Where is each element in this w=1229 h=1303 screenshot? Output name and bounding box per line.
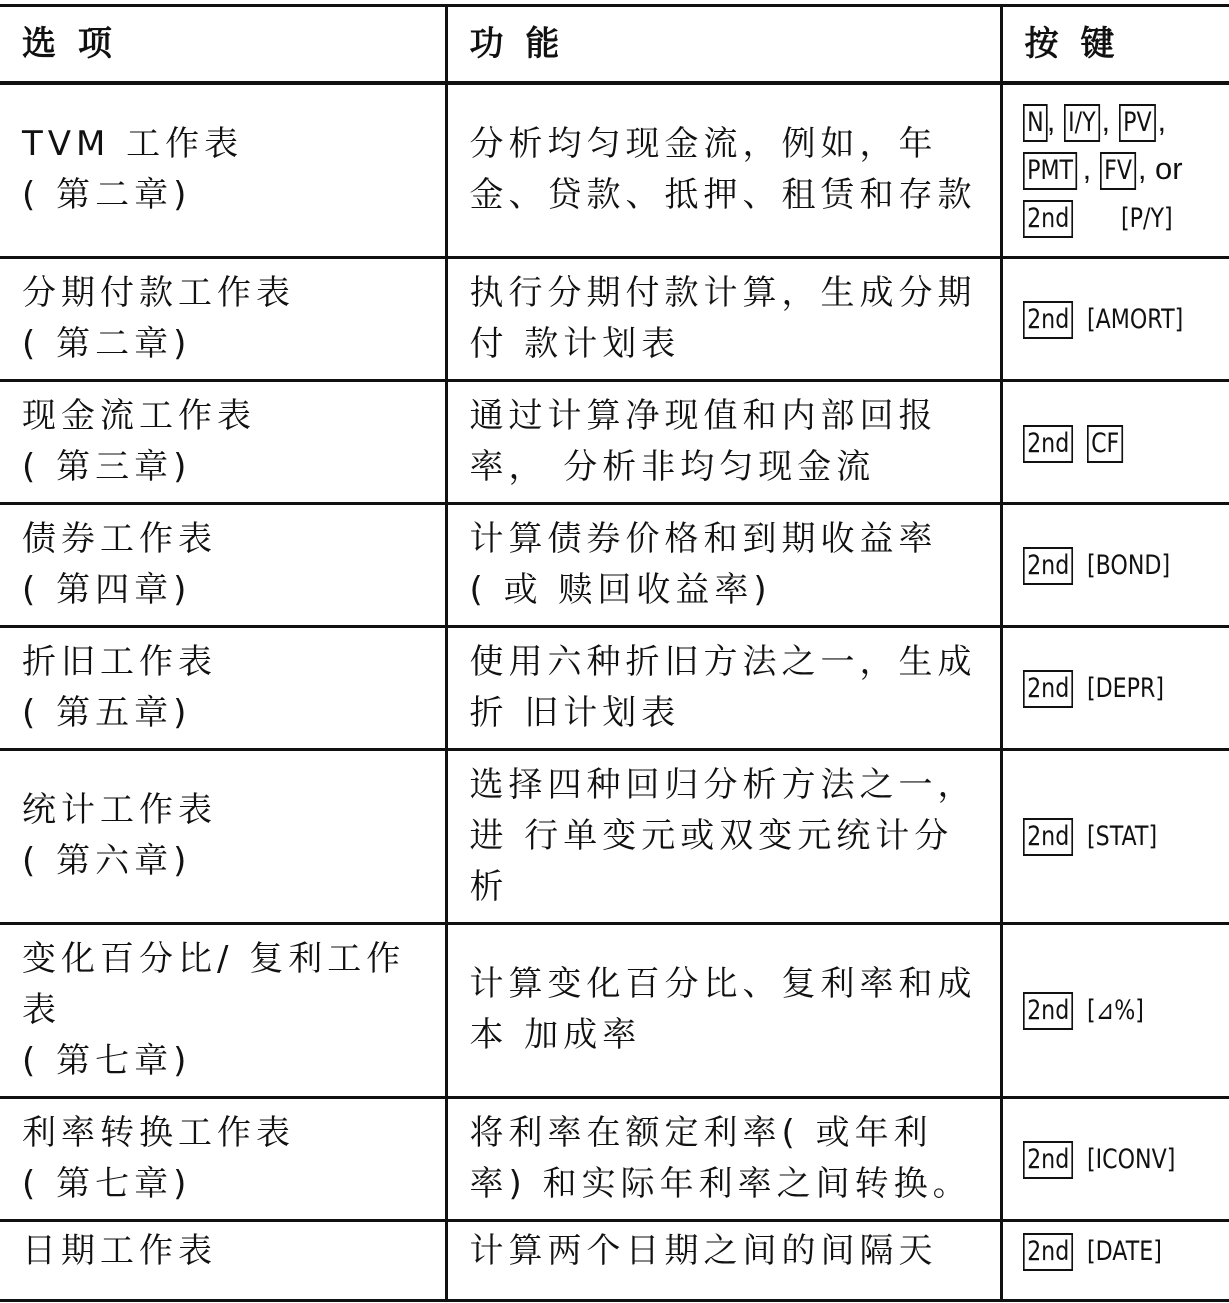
key-cap: N: [1023, 104, 1048, 142]
separator-text: ,: [1101, 103, 1119, 139]
function-cell: [446, 749, 1001, 923]
key-cap: FV: [1100, 152, 1136, 190]
option-cell-line: ( 第二章): [22, 323, 192, 364]
function-cell-line: 折 旧计划表: [469, 692, 681, 733]
keys-cell: [1001, 923, 1229, 1097]
option-cell-line: 分期付款工作表: [22, 272, 295, 313]
option-cell-line: 利率转换工作表: [22, 1112, 295, 1153]
function-cell-line: 执行分期付款计算，生成分期: [469, 272, 977, 313]
keys-cell: [1001, 257, 1229, 380]
option-cell: [0, 257, 446, 380]
function-cell-line: 率， 分析非均匀现金流: [469, 446, 876, 487]
separator-text: [1078, 546, 1087, 581]
keys-cell: [1001, 503, 1229, 626]
table-row: [0, 380, 1229, 503]
keys-cell: [1001, 749, 1229, 923]
table-row: [0, 1220, 1229, 1300]
second-function-label: [⊿%]: [1086, 995, 1144, 1026]
option-cell-line: 表: [22, 989, 61, 1030]
option-cell-line: 变化百分比/ 复利工作: [22, 938, 406, 979]
option-cell-line: 统计工作表: [22, 790, 217, 830]
option-cell: [0, 380, 446, 503]
separator-text: ,: [1157, 103, 1167, 139]
keys-line: [1023, 193, 1229, 243]
function-cell-line: ( 或 赎回收益率): [469, 569, 772, 610]
keys-line: [1023, 540, 1229, 590]
key-cap: I/Y: [1064, 104, 1100, 142]
keys-line: [1023, 811, 1229, 861]
option-cell: [0, 1097, 446, 1220]
option-cell-line: 债券工作表: [22, 518, 217, 559]
keys-line: [1023, 294, 1229, 344]
function-cell-line: 选择四种回归分析方法之一，: [469, 764, 977, 805]
option-cell-line: ( 第四章): [22, 569, 192, 610]
keys-cell: [1001, 1220, 1229, 1300]
header-option: 选 项: [0, 6, 446, 84]
keys-line: [1023, 1134, 1229, 1184]
option-cell-line: 日期工作表: [22, 1230, 217, 1271]
second-function-label: [AMORT]: [1086, 303, 1183, 335]
table-row: [0, 503, 1229, 626]
option-cell-line: ( 第七章): [22, 1040, 192, 1081]
function-cell-line: 析: [469, 866, 509, 907]
option-cell-line: ( 第七章): [22, 1163, 192, 1204]
separator-text: , or: [1137, 151, 1183, 187]
option-cell: [0, 83, 446, 257]
worksheet-table: [0, 4, 1229, 1302]
table-row: [0, 749, 1229, 923]
second-function-label: [ICONV]: [1086, 1143, 1175, 1175]
keys-line: [1023, 663, 1229, 713]
separator-text: ,: [1046, 103, 1064, 139]
function-cell-line: 将利率在额定利率( 或年利: [469, 1112, 933, 1153]
table-row: [0, 257, 1229, 380]
separator-text: [1078, 1232, 1087, 1267]
keys-line: [1023, 418, 1229, 466]
function-cell-line: 通过计算净现值和内部回报: [469, 395, 938, 436]
separator-text: [1078, 1140, 1087, 1175]
function-cell-line: 进 行单变元或双变元统计分: [469, 815, 954, 856]
option-cell: [0, 749, 446, 923]
second-function-label: [DEPR]: [1086, 672, 1164, 704]
function-cell-line: 计算两个日期之间的间隔天: [469, 1230, 938, 1271]
keys-line: [1023, 97, 1229, 145]
function-cell-line: 金、贷款、抵押、租赁和存款: [469, 175, 977, 216]
table-row: [0, 1097, 1229, 1220]
function-cell: [446, 923, 1001, 1097]
function-cell-line: 付 款计划表: [469, 323, 681, 364]
key-cap: 2nd: [1023, 301, 1073, 339]
option-cell: [0, 626, 446, 749]
function-cell: [446, 1097, 1001, 1220]
separator-text: ,: [1082, 151, 1100, 187]
table-row: [0, 923, 1229, 1097]
table-row: [0, 83, 1229, 257]
separator-text: [1078, 817, 1087, 852]
key-cap: 2nd: [1023, 547, 1073, 585]
keys-cell: [1001, 1097, 1229, 1220]
second-function-label: [BOND]: [1086, 549, 1170, 581]
function-cell: [446, 380, 1001, 503]
option-cell-line: ( 第三章): [22, 446, 192, 487]
separator-text: [1078, 300, 1087, 335]
header-row: [0, 6, 1229, 84]
function-cell: [446, 626, 1001, 749]
keys-line: [1023, 145, 1229, 193]
function-cell: [446, 257, 1001, 380]
separator-text: [1078, 199, 1121, 234]
separator-text: [1078, 991, 1087, 1026]
option-cell: [0, 923, 446, 1097]
table-row: [0, 626, 1229, 749]
function-cell: [446, 503, 1001, 626]
header-keys: 按 键: [1001, 6, 1229, 84]
header-function: 功 能: [446, 6, 1001, 84]
second-function-label: [P/Y]: [1121, 203, 1173, 235]
option-cell: [0, 503, 446, 626]
key-cap: 2nd: [1023, 1233, 1073, 1271]
key-cap: 2nd: [1023, 200, 1073, 238]
option-cell-line: TVM 工作表: [22, 124, 244, 165]
second-function-label: [DATE]: [1086, 1235, 1162, 1267]
second-function-label: [STAT]: [1086, 821, 1157, 852]
key-cap: 2nd: [1023, 992, 1073, 1030]
separator-text: [1078, 669, 1087, 704]
option-cell-line: ( 第二章): [22, 175, 192, 216]
function-cell-line: 计算债券价格和到期收益率: [469, 518, 938, 559]
keys-line: [1023, 985, 1229, 1035]
function-cell-line: 计算变化百分比、复利率和成: [469, 964, 977, 1004]
function-cell-line: 率) 和实际年利率之间转换。: [469, 1163, 972, 1204]
option-cell-line: 现金流工作表: [22, 395, 256, 436]
option-cell: [0, 1220, 446, 1300]
keys-cell: [1001, 380, 1229, 503]
key-cap: PMT: [1023, 152, 1077, 190]
separator-text: [1078, 424, 1087, 459]
keys-line: [1023, 1226, 1229, 1276]
function-cell-line: 分析均匀现金流，例如，年: [469, 124, 938, 165]
function-cell-line: 本 加成率: [469, 1015, 642, 1055]
key-cap: CF: [1087, 425, 1123, 463]
function-cell-line: 使用六种折旧方法之一，生成: [469, 641, 977, 682]
option-cell-line: ( 第六章): [22, 841, 192, 881]
function-cell: [446, 1220, 1001, 1300]
option-cell-line: ( 第五章): [22, 692, 192, 733]
key-cap: 2nd: [1023, 1141, 1073, 1179]
key-cap: 2nd: [1023, 425, 1073, 463]
key-cap: 2nd: [1023, 670, 1073, 708]
function-cell: [446, 83, 1001, 257]
keys-cell: [1001, 626, 1229, 749]
key-cap: 2nd: [1023, 818, 1073, 856]
keys-cell: [1001, 83, 1229, 257]
option-cell-line: 折旧工作表: [22, 641, 217, 682]
key-cap: PV: [1119, 104, 1156, 142]
